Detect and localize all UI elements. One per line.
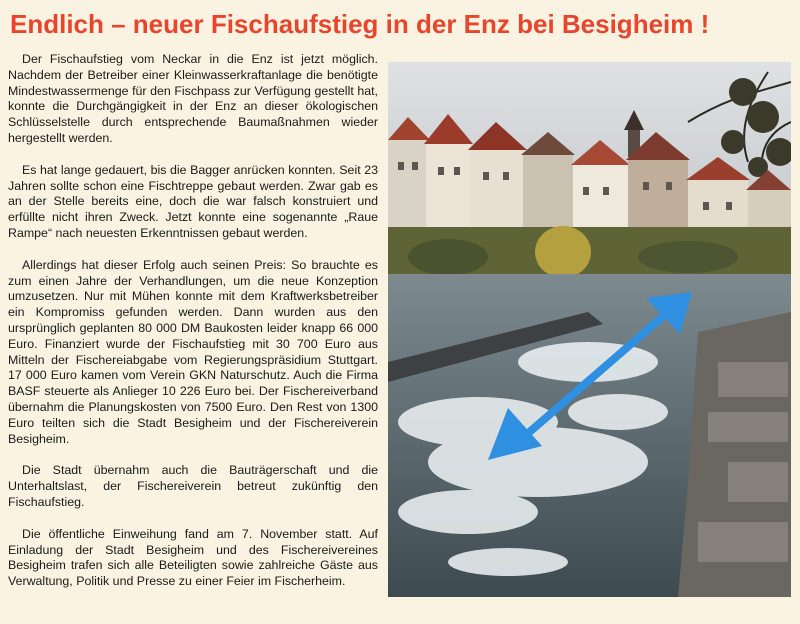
paragraph-inauguration: Die öffentliche Einweihung fand am 7. November statt. Auf Einladung der Stadt Besigheim und des Fischereivereines Besigheim trafen sich alle Beteiligten sowie zahlreiche Gäste aus Verwaltung, Politik und Presse zu einer Feier im Fischerheim. — [8, 526, 378, 589]
fish-ramp-photo-icon — [388, 62, 791, 597]
fish-ramp-photo — [388, 62, 791, 597]
paragraph-costs: Allerdings hat dieser Erfolg auch seinen Preis: So brauchte es zum einen Jahre der Verhandlungen, um die neue Konzeption umzusetzen. Nur mit Mühen konnte mit dem Kraftwerksbetreiber ein Kompromiss gefunden werden. Dann wurden aus den ursprünglich geplanten 80 000 DM Baukosten leider knapp 66 000 Euro. Finanziert wurde der Fischaufstieg mit 30 700 Euro aus Mitteln der Fischereiabgabe vom Regierungspräsidium Stuttgart. 17 000 Euro kamen vom Verein GKN Naturschutz. Auch die Firma BASF steuerte als Anlieger 10 226 Euro bei. Der Fischereiverband übernahm die Planungskosten von 7500 Euro. Den Rest von 1300 Euro teilten sich die Stadt Besigheim und der Fischereiverein Besigheim. — [8, 257, 378, 446]
paragraph-intro: Der Fischaufstieg vom Neckar in die Enz ist jetzt möglich. Nachdem der Betreiber einer Kleinwasserkraftanlage die benötigte Mindestwassermenge für den Fischpass zur Verfügung gestellt hat, konnte die Durchgängigkeit in der Enz an dieser ökologischen Schlüsselstelle durch entsprechende Baumaßnahmen wieder hergestellt werden. — [8, 52, 378, 145]
paragraph-responsibility: Die Stadt übernahm auch die Bauträgerschaft und die Unterhaltslast, der Fischereiverein betreut zukünftig den Fischaufstieg. — [8, 463, 378, 509]
article-body — [8, 52, 378, 606]
article-headline: Endlich – neuer Fischaufstieg in der Enz bei Besigheim ! — [10, 9, 710, 39]
paragraph-history: Es hat lange gedauert, bis die Bagger anrücken konnten. Seit 23 Jahren sollte schon eine Fischtreppe gebaut werden. Zwar gab es an der Stelle bereits eine, doch die war falsch konstruiert und erfüllte nicht ihren Zweck. Jetzt konnte eine sogenannte „Raue Rampe“ nach neuesten Erkenntnissen gebaut werden. — [8, 162, 378, 240]
